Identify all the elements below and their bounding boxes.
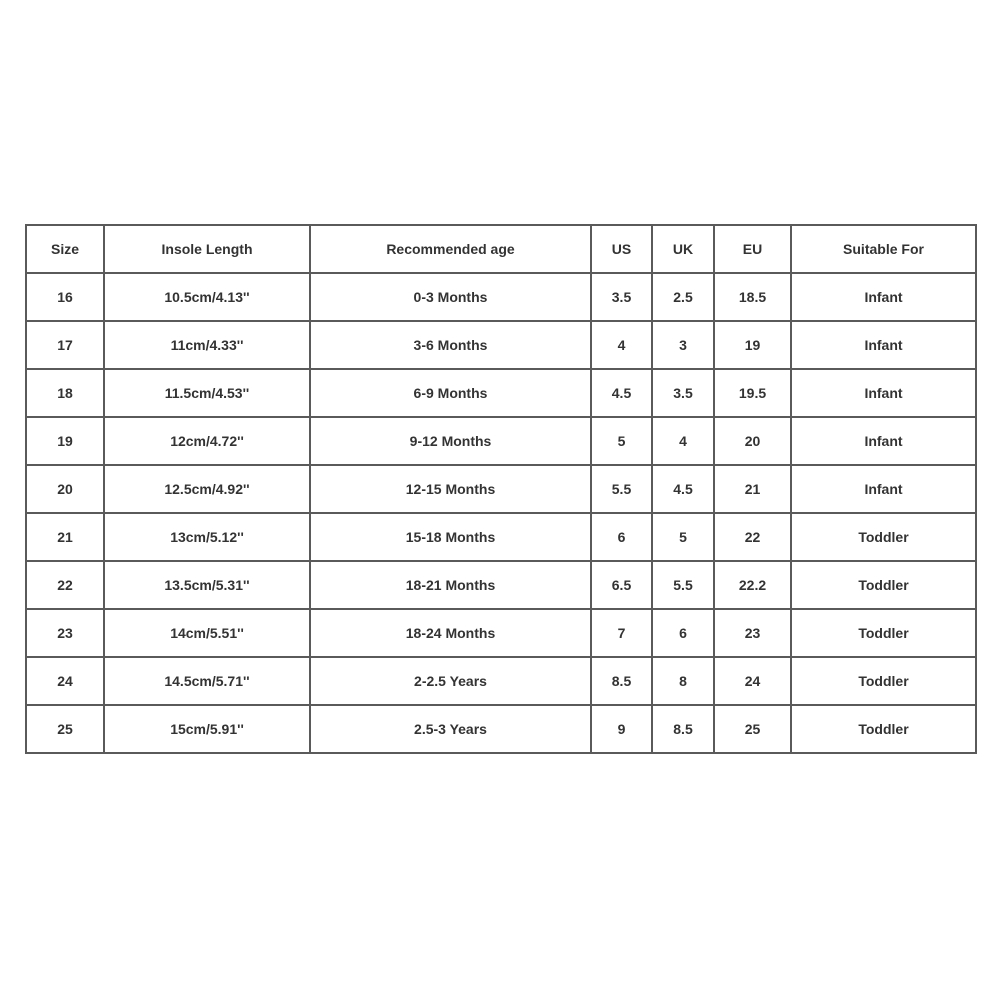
cell-insole-length: 14cm/5.51'' — [104, 609, 310, 657]
cell-size: 16 — [26, 273, 104, 321]
cell-us: 5 — [591, 417, 652, 465]
column-header-insole-length: Insole Length — [104, 225, 310, 273]
cell-eu: 24 — [714, 657, 791, 705]
cell-uk: 3.5 — [652, 369, 714, 417]
cell-size: 18 — [26, 369, 104, 417]
column-header-recommended-age: Recommended age — [310, 225, 591, 273]
cell-us: 3.5 — [591, 273, 652, 321]
table-row — [26, 369, 976, 417]
cell-eu: 23 — [714, 609, 791, 657]
table-row — [26, 609, 976, 657]
cell-uk: 5.5 — [652, 561, 714, 609]
cell-recommended-age: 9-12 Months — [310, 417, 591, 465]
cell-insole-length: 12.5cm/4.92'' — [104, 465, 310, 513]
cell-us: 6 — [591, 513, 652, 561]
cell-size: 17 — [26, 321, 104, 369]
column-header-us: US — [591, 225, 652, 273]
cell-eu: 22 — [714, 513, 791, 561]
cell-us: 5.5 — [591, 465, 652, 513]
table-row — [26, 657, 976, 705]
cell-recommended-age: 15-18 Months — [310, 513, 591, 561]
cell-uk: 8 — [652, 657, 714, 705]
cell-size: 24 — [26, 657, 104, 705]
table-row — [26, 513, 976, 561]
cell-us: 4 — [591, 321, 652, 369]
cell-eu: 25 — [714, 705, 791, 753]
table-row — [26, 705, 976, 753]
cell-size: 23 — [26, 609, 104, 657]
cell-eu: 18.5 — [714, 273, 791, 321]
cell-recommended-age: 2-2.5 Years — [310, 657, 591, 705]
table-row — [26, 273, 976, 321]
cell-uk: 6 — [652, 609, 714, 657]
cell-suitable-for: Toddler — [791, 705, 976, 753]
table-body — [26, 273, 976, 753]
column-header-eu: EU — [714, 225, 791, 273]
cell-suitable-for: Toddler — [791, 609, 976, 657]
column-header-uk: UK — [652, 225, 714, 273]
column-header-size: Size — [26, 225, 104, 273]
cell-us: 8.5 — [591, 657, 652, 705]
cell-eu: 19.5 — [714, 369, 791, 417]
cell-suitable-for: Toddler — [791, 657, 976, 705]
cell-recommended-age: 2.5-3 Years — [310, 705, 591, 753]
cell-us: 4.5 — [591, 369, 652, 417]
cell-recommended-age: 3-6 Months — [310, 321, 591, 369]
cell-uk: 3 — [652, 321, 714, 369]
cell-uk: 4 — [652, 417, 714, 465]
cell-eu: 22.2 — [714, 561, 791, 609]
table-header-row — [26, 225, 976, 273]
cell-eu: 19 — [714, 321, 791, 369]
cell-size: 21 — [26, 513, 104, 561]
cell-insole-length: 13cm/5.12'' — [104, 513, 310, 561]
cell-us: 6.5 — [591, 561, 652, 609]
cell-size: 20 — [26, 465, 104, 513]
table-row — [26, 417, 976, 465]
cell-uk: 2.5 — [652, 273, 714, 321]
cell-us: 9 — [591, 705, 652, 753]
cell-recommended-age: 6-9 Months — [310, 369, 591, 417]
cell-insole-length: 13.5cm/5.31'' — [104, 561, 310, 609]
cell-insole-length: 11cm/4.33'' — [104, 321, 310, 369]
cell-recommended-age: 18-21 Months — [310, 561, 591, 609]
cell-suitable-for: Infant — [791, 465, 976, 513]
cell-size: 19 — [26, 417, 104, 465]
cell-suitable-for: Toddler — [791, 561, 976, 609]
cell-size: 22 — [26, 561, 104, 609]
table-row — [26, 465, 976, 513]
cell-size: 25 — [26, 705, 104, 753]
cell-recommended-age: 12-15 Months — [310, 465, 591, 513]
table-row — [26, 321, 976, 369]
cell-suitable-for: Infant — [791, 321, 976, 369]
cell-suitable-for: Infant — [791, 273, 976, 321]
cell-insole-length: 14.5cm/5.71'' — [104, 657, 310, 705]
cell-eu: 20 — [714, 417, 791, 465]
cell-uk: 4.5 — [652, 465, 714, 513]
size-chart-table — [25, 224, 977, 754]
cell-eu: 21 — [714, 465, 791, 513]
cell-suitable-for: Toddler — [791, 513, 976, 561]
cell-insole-length: 10.5cm/4.13'' — [104, 273, 310, 321]
cell-uk: 8.5 — [652, 705, 714, 753]
table-row — [26, 561, 976, 609]
cell-insole-length: 12cm/4.72'' — [104, 417, 310, 465]
cell-insole-length: 15cm/5.91'' — [104, 705, 310, 753]
cell-uk: 5 — [652, 513, 714, 561]
cell-insole-length: 11.5cm/4.53'' — [104, 369, 310, 417]
cell-suitable-for: Infant — [791, 369, 976, 417]
cell-suitable-for: Infant — [791, 417, 976, 465]
cell-us: 7 — [591, 609, 652, 657]
column-header-suitable-for: Suitable For — [791, 225, 976, 273]
cell-recommended-age: 18-24 Months — [310, 609, 591, 657]
cell-recommended-age: 0-3 Months — [310, 273, 591, 321]
